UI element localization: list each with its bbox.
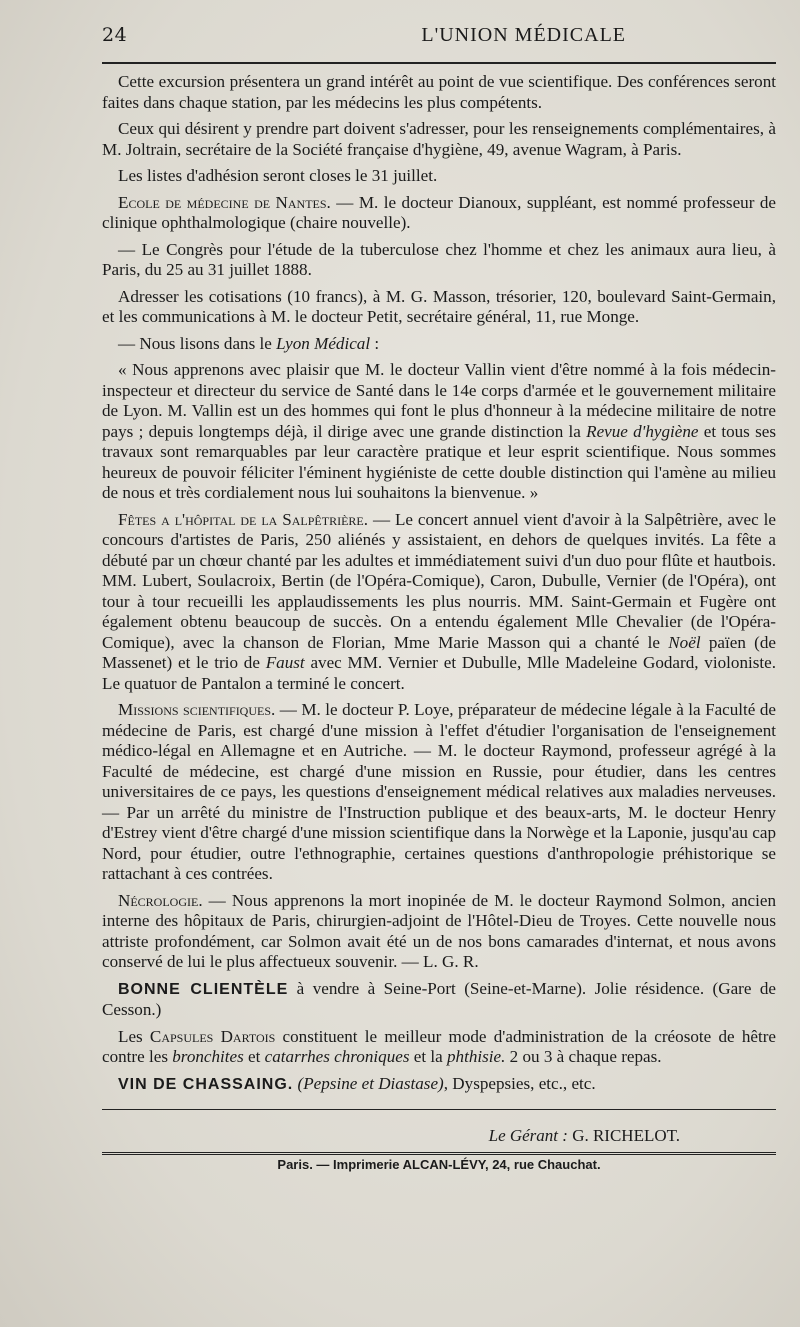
paragraph-text: — M. le docteur P. Loye, préparateur de médecine légale à la Faculté de médecine de Paris, est chargé d'une mission à l'effet d'étudier l'organisation de l'enseignement médico-légal en Allemagne et en Autriche. — M. le docteur Raymond, professeur agrégé à la Faculté de médecine, est chargé d'une mission en Russie, pour étudier, dans les centres universitaires de ce pays, les questions d'enseignement médical relatives aux maladies nerveuses. — Par un arrêté du ministre de l'Instruction publique et des beaux-arts, M. le docteur Henry d'Estrey vient d'être chargé d'une mission scientifique dans la Norwège et la Laponie, jusqu'au cap Nord, pour étudier, outre l'ethnographie, certaines questions d'anthropologie préhistorique se rattachant à ces contrées.	[102, 700, 776, 883]
condition-name: catarrhes chroniques	[264, 1047, 410, 1066]
condition-name: bronchites	[172, 1047, 244, 1066]
paragraph-text: avec MM. Vernier et Dubulle, Mlle Madeleine Godard, violoniste. Le quatuor de Pantalon a terminé le concert.	[102, 653, 777, 693]
advertisement	[102, 979, 776, 1021]
paragraph: Adresser les cotisations (10 francs), à M. G. Masson, trésorier, 120, boulevard Saint-Germain, et les communications à M. le docteur Petit, secrétaire général, 11, rue Monge.	[102, 286, 776, 326]
work-title: Faust	[265, 653, 305, 672]
paragraph: Ceux qui désirent y prendre part doivent s'adresser, pour les renseignements complémentaires, à M. Joltrain, secrétaire de la Société française d'hygiène, 49, avenue Wagram, à Paris.	[102, 119, 776, 159]
paragraph-text: Les	[118, 1026, 150, 1046]
ad-title: BONNE CLIENTÈLE	[118, 980, 289, 998]
gerant-label: Le Gérant :	[488, 1126, 568, 1145]
journal-title: L'UNION MÉDICALE	[421, 24, 626, 46]
paragraph-text: et tous ses travaux sont remarquables par leur caractère pratique et leur esprit scientifique. Nous sommes heureux de pouvoir féliciter l'éminent hygiéniste de cette double distinction qui l'amène au milieu de nous et très cordialement nous lui souhaitons la bienvenue. »	[102, 421, 776, 502]
page-number: 24	[102, 24, 128, 46]
section-lead: Ecole de médecine de Nantes.	[118, 192, 331, 212]
paragraph-text: « Nous apprenons avec plaisir que M. le docteur Vallin vient d'être nommé à la fois médecin-inspecteur et directeur du service de Santé dans le 14e corps d'armée et le gouvernement militaire de Lyon. M. Vallin est un des hommes qui font le plus d'honneur à la médecine militaire de notre pays ; depuis longtemps déjà, il dirige avec une grande distinction la	[102, 360, 776, 441]
ad-title: VIN DE CHASSAING.	[118, 1075, 294, 1093]
paragraph	[102, 193, 776, 234]
paragraph	[102, 360, 776, 504]
paragraph-text: , Dyspepsies, etc., etc.	[443, 1073, 596, 1093]
paragraph-text: 2 ou 3 à chaque repas.	[505, 1047, 662, 1066]
section-lead: Missions scientifiques.	[118, 700, 276, 719]
paragraph	[102, 891, 776, 973]
paragraph-text: — M. le docteur Dianoux, suppléant, est nommé professeur de clinique ophthalmologique (chaire nouvelle).	[102, 192, 776, 232]
journal-name: Revue d'hygiène	[586, 421, 699, 441]
paragraph-text: constituent le meilleur mode d'administration de la créosote de hêtre contre les	[102, 1026, 776, 1066]
journal-name: Lyon Médical	[276, 333, 371, 353]
product-name: Capsules Dartois	[149, 1026, 276, 1046]
paragraph-text: — Le concert annuel vient d'avoir à la Salpêtrière, avec le concours d'artistes de Paris, 250 aliénés y assistaient, en dehors de quelques invités. La fête a débuté par un chœur chanté par les adultes et immédiatement suivi d'un duo pour flûte et hautbois. MM. Lubert, Soulacroix, Bertin (de l'Opéra-Comique), Caron, Dubulle, Vernier (de l'Opéra), ont tour à tour recueilli les applaudissements les plus nourris. MM. Saint-Germain et Fugère ont également obtenu beaucoup de succès. On a entendu également Mlle Chevalier (de l'Opéra-Comique), avec la chanson de Florian, Mme Marie Masson qui a chanté le	[102, 509, 776, 652]
work-title: Noël	[668, 632, 701, 652]
paragraph	[102, 510, 776, 695]
paragraph: Les listes d'adhésion seront closes le 31 juillet.	[118, 166, 438, 185]
gerant-name: G. RICHELOT.	[567, 1126, 680, 1145]
section-lead: Fêtes a l'hôpital de la Salpêtrière.	[118, 509, 369, 529]
article-body	[102, 72, 776, 1095]
signature-rule	[102, 1109, 776, 1110]
paragraph-text: — Nous lisons dans le	[118, 333, 277, 353]
advertisement	[102, 1074, 776, 1096]
paragraph-text: et la	[409, 1047, 447, 1066]
paragraph: — Le Congrès pour l'étude de la tuberculose chez l'homme et chez les animaux aura lieu, à Paris, du 25 au 31 juillet 1888.	[102, 239, 776, 279]
condition-name: phthisie.	[446, 1047, 506, 1066]
advertisement	[102, 1027, 776, 1068]
paragraph-text: :	[370, 333, 380, 353]
footer-rule	[102, 1152, 776, 1155]
paragraph-text: à vendre à Seine-Port (Seine-et-Marne). Jolie résidence. (Gare de Cesson.)	[102, 978, 776, 1019]
product-detail: (Pepsine et Diastase)	[297, 1073, 444, 1093]
header-rule	[102, 62, 776, 64]
paragraph-text: païen (de Massenet) et le trio de	[102, 632, 776, 672]
paragraph: Cette excursion présentera un grand intérêt au point de vue scientifique. Des conférences seront faites dans chaque station, par les médecins les plus compétents.	[102, 72, 776, 112]
section-lead: Nécrologie.	[118, 890, 203, 910]
signature	[102, 1126, 776, 1146]
paragraph-text: — Nous apprenons la mort inopinée de M. le docteur Raymond Solmon, ancien interne des hôpitaux de Paris, chirurgien-adjoint de l'Hôtel-Dieu de Troyes. Cette nouvelle nous attriste profondément, car Solmon avait été un de nos bons camarades d'internat, et nous avons conservé de lui le plus affectueux souvenir. — L. G. R.	[102, 890, 776, 971]
page-header	[102, 24, 776, 54]
paragraph	[102, 700, 776, 885]
paragraph-text: et	[243, 1047, 265, 1066]
printer-imprint: Paris. — Imprimerie ALCAN-LÉVY, 24, rue Chauchat.	[277, 1157, 601, 1172]
paragraph	[102, 334, 776, 355]
